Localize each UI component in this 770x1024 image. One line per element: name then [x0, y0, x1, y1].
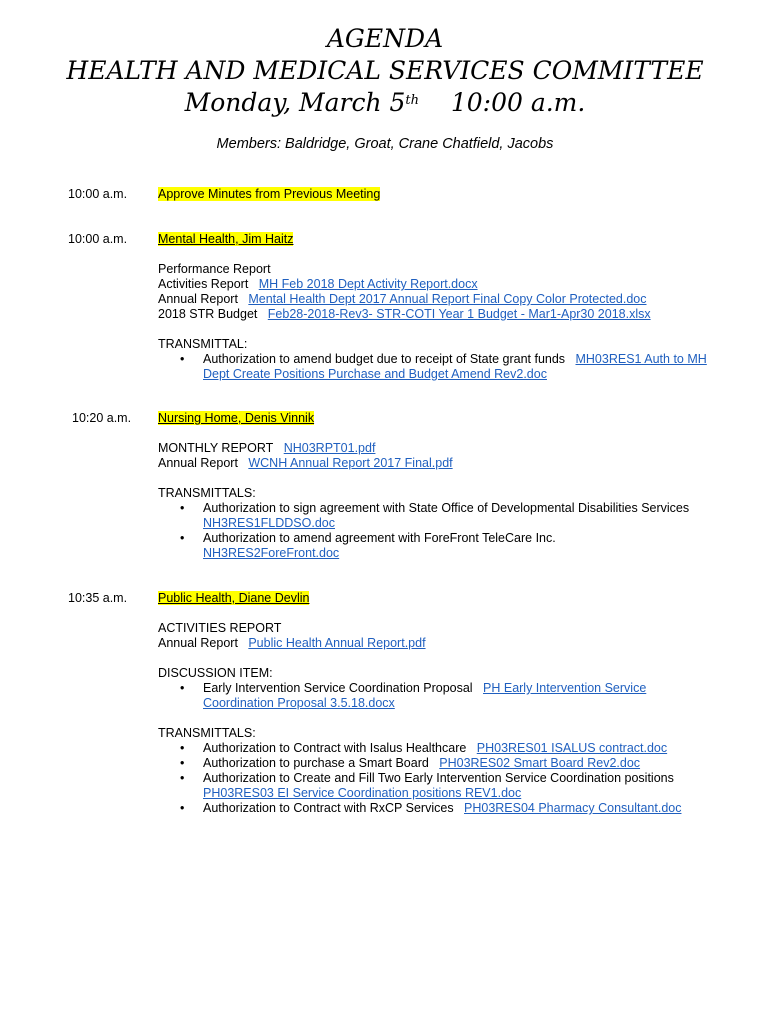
item-time: 10:00 a.m.	[68, 187, 128, 201]
report-label: Annual Report	[158, 292, 238, 306]
report-line	[158, 307, 718, 322]
discussion-text: Early Intervention Service Coordination Proposal	[203, 681, 473, 695]
list-item	[158, 531, 718, 561]
transmittal-text: Authorization to Create and Fill Two Early Intervention Service Coordination positions	[203, 771, 674, 785]
document-link[interactable]: Public Health Annual Report.pdf	[248, 636, 426, 650]
document-link[interactable]: PH Early Intervention Service Coordination Proposal 3.5.18.docx	[203, 681, 647, 710]
report-label: MONTHLY REPORT	[158, 441, 274, 455]
item-time: 10:35 a.m.	[68, 591, 128, 605]
list-item	[158, 801, 718, 816]
transmittal-text: Authorization to Contract with RxCP Services	[203, 801, 454, 815]
bullet-icon: •	[180, 501, 185, 515]
document-link[interactable]: PH03RES04 Pharmacy Consultant.doc	[464, 801, 682, 815]
list-item	[158, 741, 718, 756]
document-link[interactable]: WCNH Annual Report 2017 Final.pdf	[248, 456, 453, 470]
agenda-item-minutes	[158, 187, 718, 202]
list-item	[158, 681, 718, 711]
report-label: Activities Report	[158, 277, 249, 291]
document-link[interactable]: NH03RPT01.pdf	[283, 441, 376, 455]
bullet-icon: •	[180, 741, 185, 755]
meeting-time: 10:00 a.m.	[450, 88, 586, 117]
document-link[interactable]: MH Feb 2018 Dept Activity Report.docx	[258, 277, 478, 291]
transmittal-heading: TRANSMITTAL:	[158, 337, 248, 351]
item-time: 10:20 a.m.	[72, 411, 132, 425]
meeting-day: Monday, March 5	[184, 88, 406, 117]
list-item	[158, 771, 718, 801]
discussion-heading: DISCUSSION ITEM:	[158, 666, 273, 680]
committee-title: HEALTH AND MEDICAL SERVICES COMMITTEE	[66, 56, 704, 85]
item-time: 10:00 a.m.	[68, 232, 128, 246]
report-line	[158, 456, 718, 471]
item-title: Public Health, Diane Devlin	[158, 591, 310, 605]
transmittal-list	[158, 741, 718, 816]
transmittal-text: Authorization to amend agreement with ForeFront TeleCare Inc.	[203, 531, 556, 545]
agenda-item-nursing-home	[158, 411, 718, 561]
transmittal-text: Authorization to amend budget due to receipt of State grant funds	[203, 352, 566, 366]
members-list: Members: Baldridge, Groat, Crane Chatfield, Jacobs	[216, 136, 554, 152]
agenda-item-public-health	[158, 591, 718, 816]
report-line	[158, 441, 718, 456]
item-title: Nursing Home, Denis Vinnik	[158, 411, 315, 425]
agenda-title: AGENDA	[326, 24, 444, 53]
transmittal-text: Authorization to Contract with Isalus Healthcare	[203, 741, 467, 755]
document-link[interactable]: PH03RES01 ISALUS contract.doc	[476, 741, 668, 755]
document-link[interactable]: Feb28-2018-Rev3- STR-COTI Year 1 Budget - Mar1-Apr30 2018.xlsx	[267, 307, 651, 321]
transmittal-text: Authorization to sign agreement with State Office of Developmental Disabilities Services	[203, 501, 690, 515]
discussion-list	[158, 681, 718, 711]
date-suffix: th	[405, 93, 420, 108]
bullet-icon: •	[180, 531, 185, 545]
agenda-item-mental-health	[158, 232, 718, 382]
bullet-icon: •	[180, 771, 185, 785]
meeting-date	[0, 88, 770, 118]
document-link[interactable]: Mental Health Dept 2017 Annual Report Final Copy Color Protected.doc	[248, 292, 647, 306]
bullet-icon: •	[180, 681, 185, 695]
bullet-icon: •	[180, 756, 185, 770]
bullet-icon: •	[180, 801, 185, 815]
bullet-icon: •	[180, 352, 185, 366]
document-link[interactable]: NH3RES2ForeFront.doc	[203, 546, 340, 560]
transmittal-heading: TRANSMITTALS:	[158, 486, 256, 500]
list-item	[158, 756, 718, 771]
document-link[interactable]: PH03RES03 EI Service Coordination positions REV1.doc	[203, 786, 522, 800]
transmittal-list	[158, 501, 718, 561]
report-label: 2018 STR Budget	[158, 307, 258, 321]
item-title: Mental Health, Jim Haitz	[158, 232, 294, 246]
reports-heading: ACTIVITIES REPORT	[158, 621, 282, 635]
report-label: Annual Report	[158, 456, 238, 470]
document-link[interactable]: NH3RES1FLDDSO.doc	[203, 516, 335, 530]
item-title: Approve Minutes from Previous Meeting	[158, 187, 381, 201]
transmittal-list	[158, 352, 718, 382]
report-label: Annual Report	[158, 636, 238, 650]
report-line	[158, 277, 718, 292]
list-item	[158, 501, 718, 531]
document-link[interactable]: MH03RES1 Auth to MH Dept Create Positions Purchase and Budget Amend Rev2.doc	[203, 352, 707, 381]
report-line	[158, 292, 718, 307]
transmittal-heading: TRANSMITTALS:	[158, 726, 256, 740]
document-link[interactable]: PH03RES02 Smart Board Rev2.doc	[439, 756, 641, 770]
report-line	[158, 636, 718, 651]
reports-heading: Performance Report	[158, 262, 271, 276]
list-item	[158, 352, 718, 382]
transmittal-text: Authorization to purchase a Smart Board	[203, 756, 429, 770]
